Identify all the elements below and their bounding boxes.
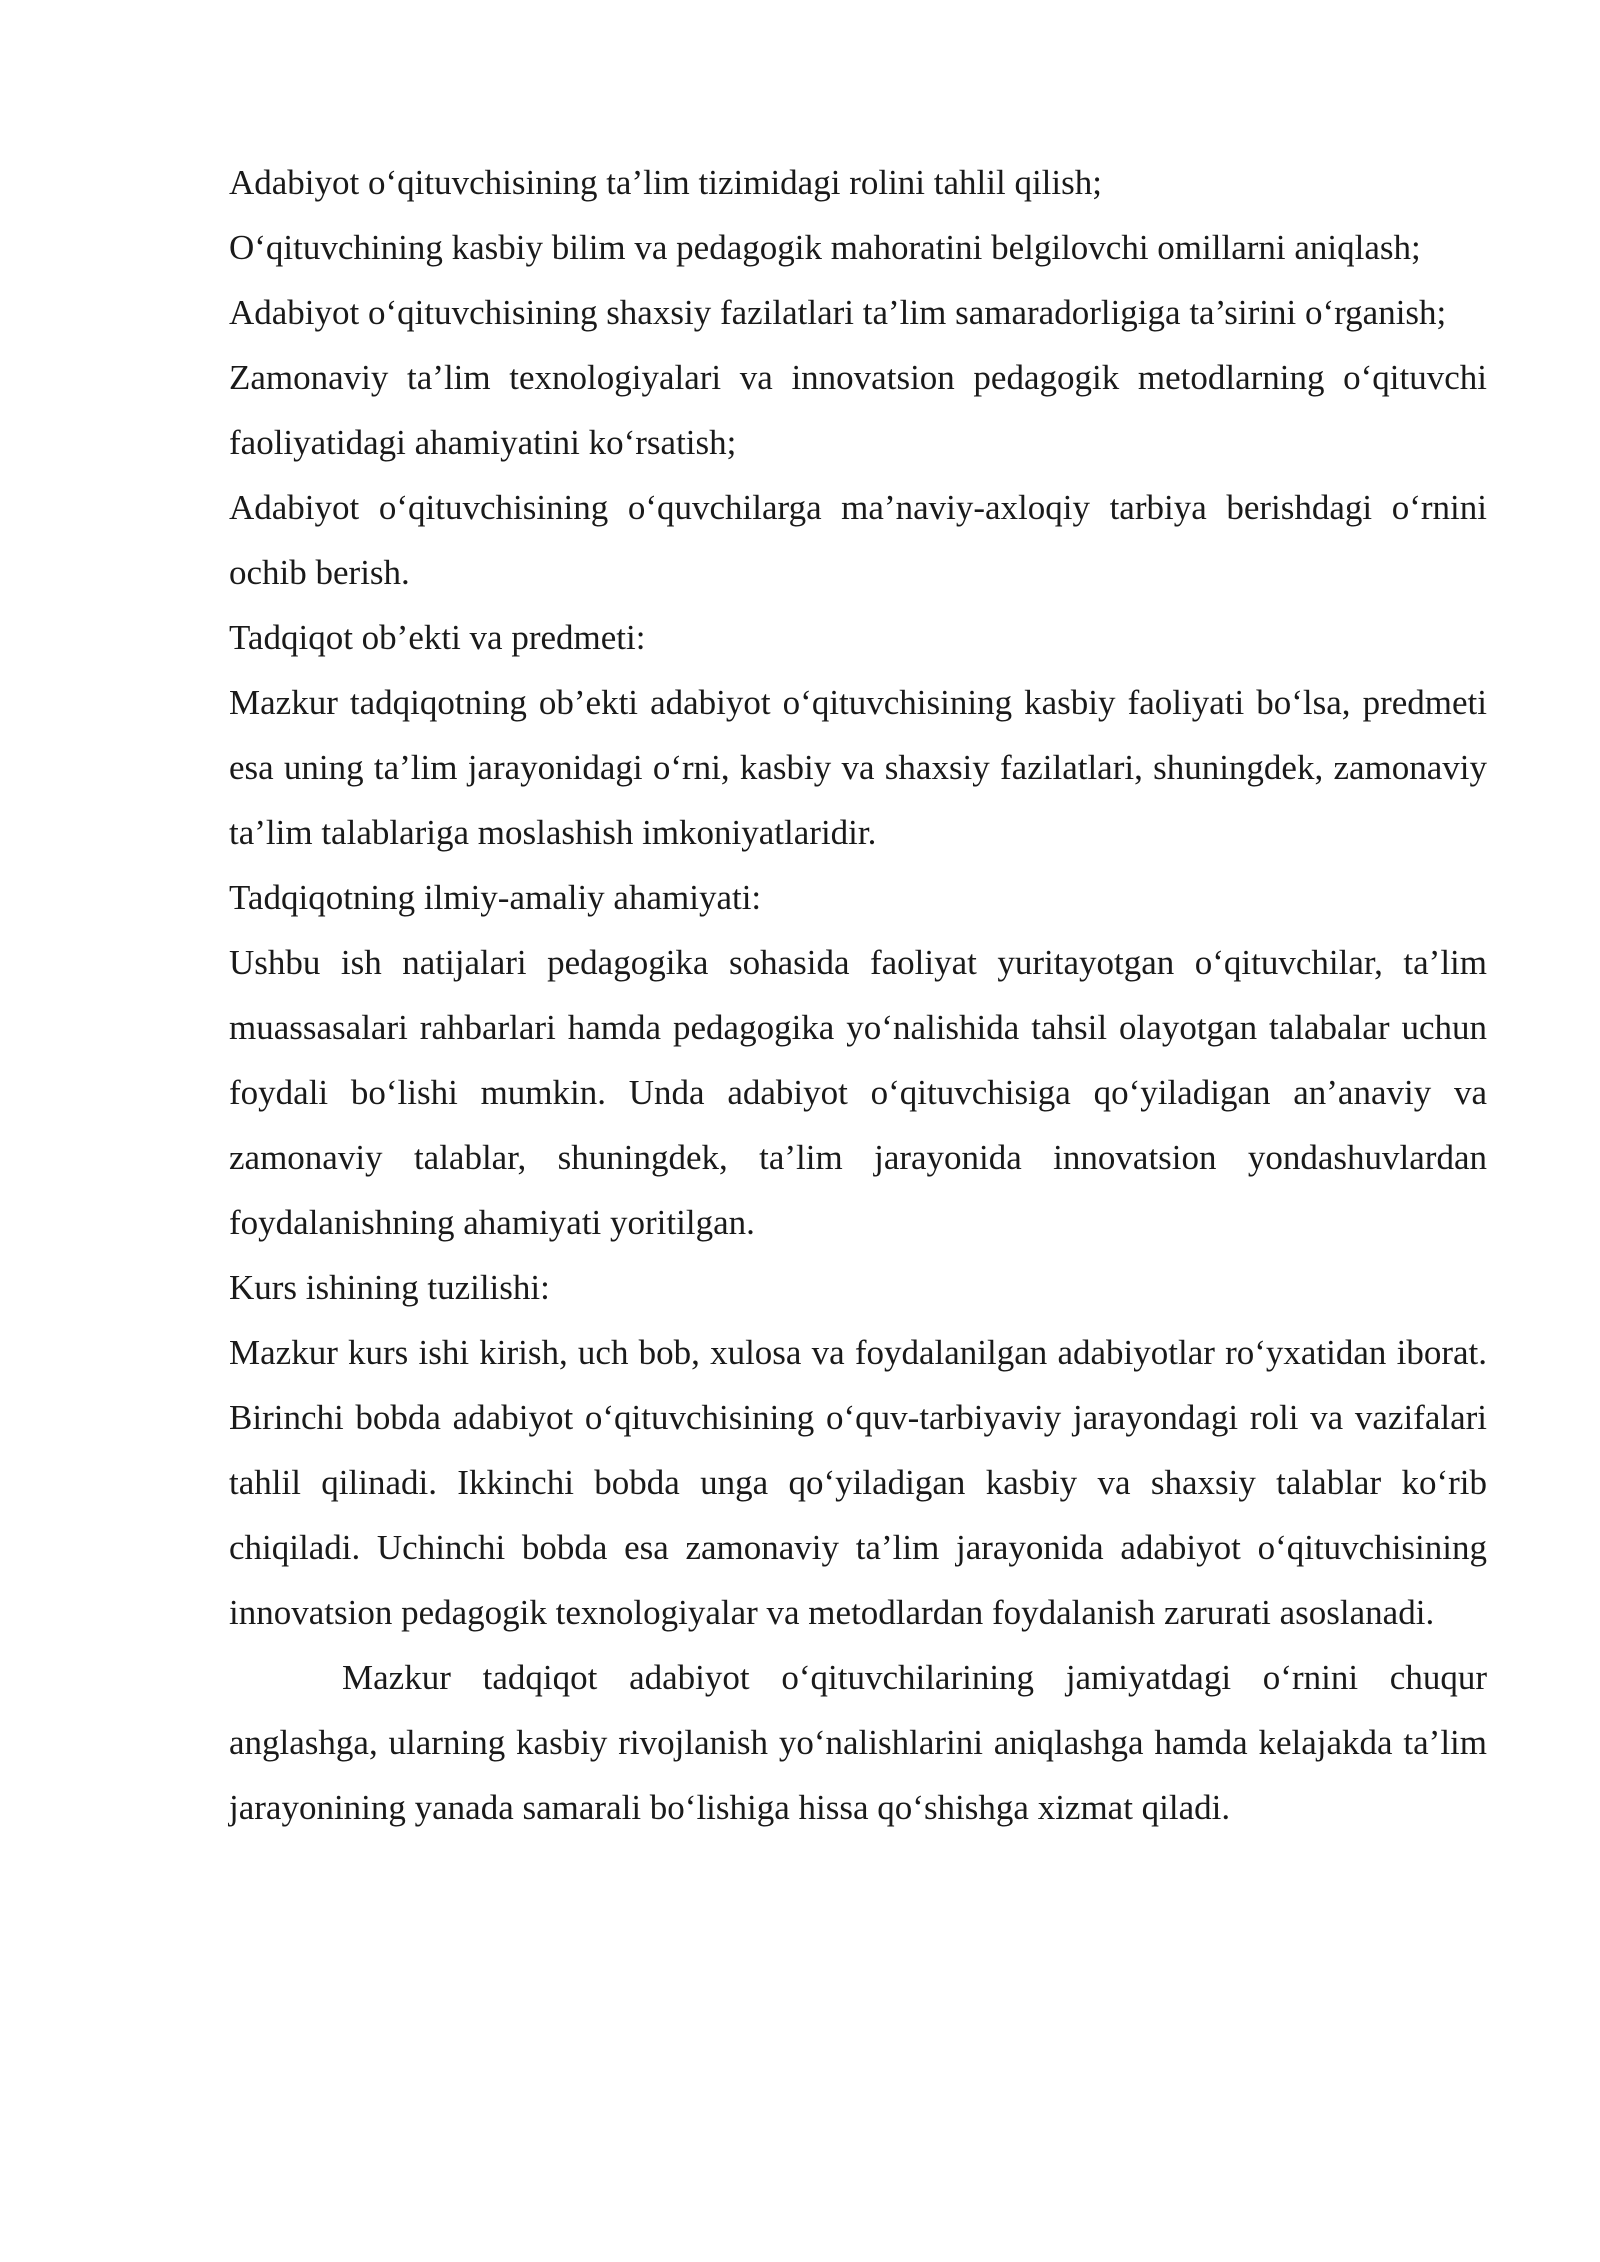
paragraph-significance: Ushbu ish natijalari pedagogika sohasida faoliyat yuritayotgan o‘qituvchilar, ta’lim muassasalari rahbarlari hamda pedagogika yo‘nalishida tahsil olayotgan talabalar uchun foydali bo‘lishi mumkin. Unda adabiyot o‘qituvchisiga qo‘yiladigan an’anaviy va zamonaviy talablar, shuningdek, ta’lim jarayonida innovatsion yondashuvlardan foydalanishning ahamiyati yoritilgan.	[229, 943, 1487, 1242]
objective-4: Zamonaviy ta’lim texnologiyalari va innovatsion pedagogik metodlarning o‘qituvchi faoliyatidagi ahamiyatini ko‘rsatish;	[229, 358, 1487, 462]
paragraph-structure: Mazkur kurs ishi kirish, uch bob, xulosa va foydalanilgan adabiyotlar ro‘yxatidan iborat. Birinchi bobda adabiyot o‘qituvchisining o‘quv-tarbiyaviy jarayondagi roli va vazifalari tahlil qilinadi. Ikkinchi bobda unga qo‘yiladigan kasbiy va shaxsiy talablar ko‘rib chiqiladi. Uchinchi bobda esa zamonaviy ta’lim jarayonida adabiyot o‘qituvchisining innovatsion pedagogik texnologiyalar va metodlardan foydalanish zarurati asoslanadi.	[229, 1333, 1487, 1632]
section-heading-significance: Tadqiqotning ilmiy-amaliy ahamiyati:	[229, 878, 762, 917]
paragraph-object-subject: Mazkur tadqiqotning ob’ekti adabiyot o‘qituvchisining kasbiy faoliyati bo‘lsa, predmeti esa uning ta’lim jarayonidagi o‘rni, kasbiy va shaxsiy fazilatlari, shuningdek, zamonaviy ta’lim talablariga moslashish imkoniyatlaridir.	[229, 683, 1487, 852]
objective-2: O‘qituvchining kasbiy bilim va pedagogik mahoratini belgilovchi omillarni aniqlash;	[229, 228, 1421, 267]
objective-5: Adabiyot o‘qituvchisining o‘quvchilarga ma’naviy-axloqiy tarbiya berishdagi o‘rnini ochib berish.	[229, 488, 1487, 592]
objective-1: Adabiyot o‘qituvchisining ta’lim tizimidagi rolini tahlil qilish;	[229, 163, 1102, 202]
document-body	[229, 150, 1487, 1840]
section-heading-object-subject: Tadqiqot ob’ekti va predmeti:	[229, 618, 646, 657]
paragraph-conclusion: Mazkur tadqiqot adabiyot o‘qituvchilarining jamiyatdagi o‘rnini chuqur anglashga, ularning kasbiy rivojlanish yo‘nalishlarini aniqlashga hamda kelajakda ta’lim jarayonining yanada samarali bo‘lishiga hissa qo‘shishga xizmat qiladi.	[229, 1658, 1487, 1827]
objective-3: Adabiyot o‘qituvchisining shaxsiy fazilatlari ta’lim samaradorligiga ta’sirini o‘rganish;	[229, 293, 1447, 332]
section-heading-structure: Kurs ishining tuzilishi:	[229, 1268, 550, 1307]
